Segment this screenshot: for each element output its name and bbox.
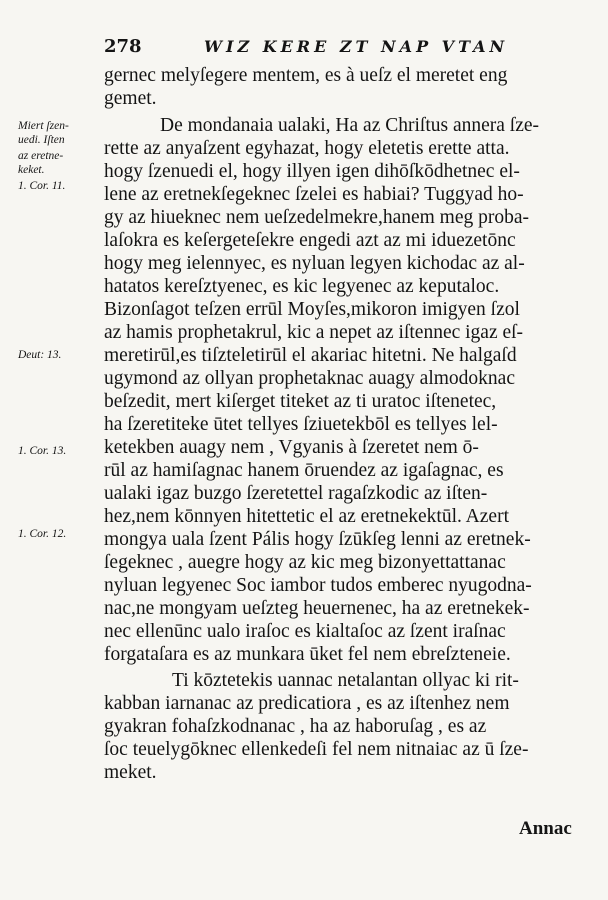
text-line: forgataſara es az munkara ūket fel nem ebreſzteneie. — [104, 644, 511, 665]
text-line: rūl az hamiſagnac hanem ōruendez az igaſagnac, es — [104, 460, 504, 481]
margin-note: uedi. Iſten — [18, 134, 65, 146]
page-number: 278 — [104, 36, 142, 57]
margin-note: 1. Cor. 11. — [18, 180, 66, 192]
margin-note: Deut: 13. — [18, 349, 62, 361]
text-line: ſoc teuelygōknec ellenkedeſi fel nem nitnaiac az ū ſze- — [104, 739, 529, 760]
text-line: hogy meg ielennyec, es nyluan legyen kichodac az al- — [104, 253, 525, 274]
text-line: kabban iarnanac az predicatiora , es az iſtenhez nem — [104, 693, 510, 714]
text-line: meket. — [104, 762, 157, 783]
text-line: hogy ſzenuedi el, hogy illyen igen dihōſkōdhetnec el- — [104, 161, 520, 182]
text-line: ugymond az ollyan prophetaknac auagy almodoknac — [104, 368, 515, 389]
margin-note: 1. Cor. 13. — [18, 445, 67, 457]
margin-note: az eretne- — [18, 150, 64, 162]
text-line: Bizonſagot teſzen errūl Moyſes,mikoron imigyen ſzol — [104, 299, 520, 320]
text-line: gy az hiueknec nem ueſzedelmekre,hanem meg proba- — [104, 207, 530, 228]
margin-note: Miert ſzen- — [18, 120, 69, 132]
text-line: laſokra es keſergeteſekre engedi azt az mi iduezetōnc — [104, 230, 516, 251]
page-header — [104, 36, 574, 60]
text-line: De mondanaia ualaki, Ha az Chriſtus annera ſze- — [160, 115, 540, 136]
margin-note: keket. — [18, 164, 45, 176]
text-line: ſegeknec , auegre hogy az kic meg bizonyettattanac — [104, 552, 506, 573]
text-line: ualaki igaz buzgo ſzeretettel ragaſzkodic az iſten- — [104, 483, 488, 504]
text-line: hez,nem kōnnyen hitettetic el az eretnekektūl. Azert — [104, 506, 509, 527]
text-line: nac,ne mongyam ueſzteg heuernenec, ha az eretnekek- — [104, 598, 530, 619]
text-line: mongya uala ſzent Pális hogy ſzūkſeg lenni az eretnek- — [104, 529, 531, 550]
text-line: lene az eretnekſegeknec ſzelei es habiai? Tuggyad ho- — [104, 184, 524, 205]
text-line: rette az anyaſzent egyhazat, hogy eletetis erette atta. — [104, 138, 510, 159]
text-line: gyakran fohaſzkodnanac , ha az haboruſag , es az — [104, 716, 487, 737]
text-line: nec ellenūnc ualo iraſoc es kialtaſoc az ſzent iraſnac — [104, 621, 506, 642]
text-line: nyluan legyenec Soc iambor tudos emberec nyugodna- — [104, 575, 532, 596]
text-line: beſzedit, mert kiſerget titeket az ti uratoc iſtenetec, — [104, 391, 497, 412]
text-line: az hamis prophetakrul, kic a nepet az iſtennec igaz eſ- — [104, 322, 524, 343]
text-line: ketekben auagy nem , Vgyanis à ſzeretet nem ō- — [104, 437, 479, 458]
margin-note: 1. Cor. 12. — [18, 528, 67, 540]
running-title: WIZ KERE ZT NAP VTAN — [204, 37, 509, 56]
text-line: ha ſzeretiteke ūtet tellyes ſziuetekbōl es tellyes lel- — [104, 414, 498, 435]
catchword: Annac — [519, 818, 572, 839]
text-line: gemet. — [104, 88, 157, 109]
text-line: gernec melyſegere mentem, es à ueſz el meretet eng — [104, 65, 508, 86]
text-line: meretirūl,es tiſzteletirūl el akariac hitetni. Ne halgaſd — [104, 345, 517, 366]
text-line: hatatos kereſztyenec, es kic legyenec az keputaloc. — [104, 276, 500, 297]
text-line: Ti kōztetekis uannac netalantan ollyac ki rit- — [172, 670, 519, 691]
